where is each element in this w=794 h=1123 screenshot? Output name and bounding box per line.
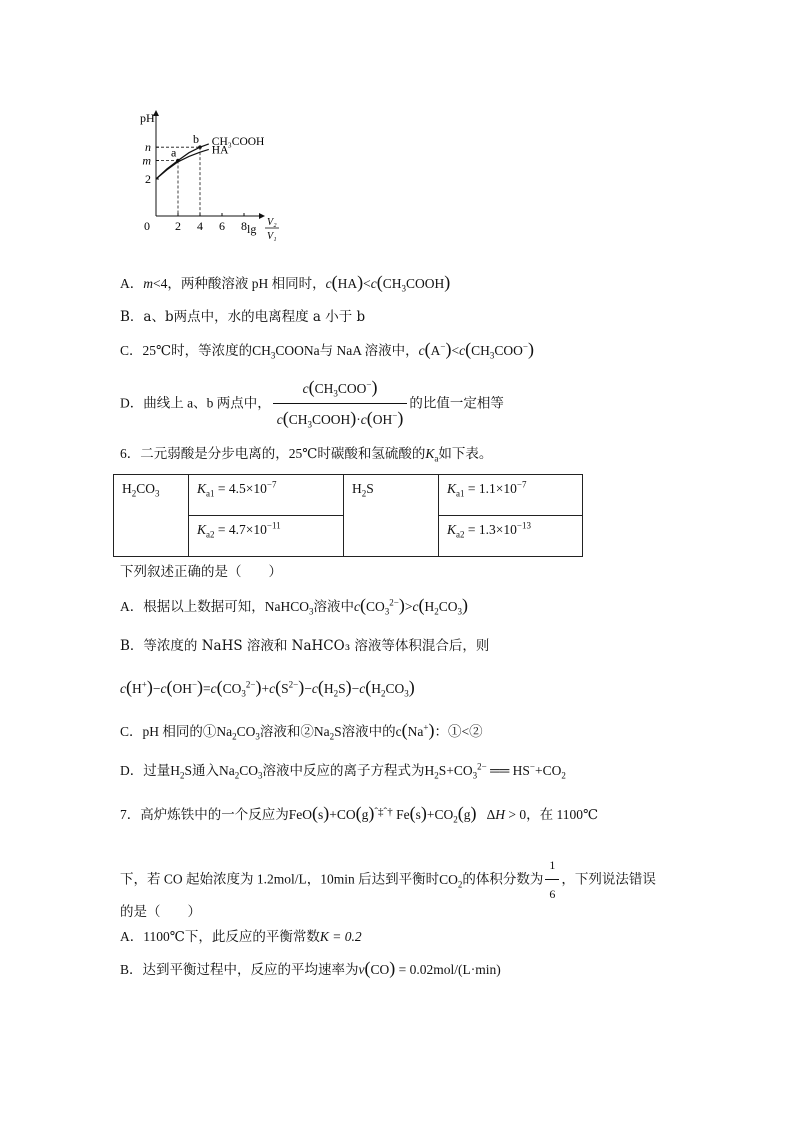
q5-option-d: D．曲线上 a、b 两点中， $\frac{c(CH_3COO^-)}{c(CH_3COOH)\cdot c(OH^-)}$ 的比值一定相等 bbox=[120, 375, 504, 432]
q5-option-b: B．a、b两点中，水的电离程度 a 小于 b bbox=[120, 309, 366, 325]
y-tick-label: 2 bbox=[145, 172, 151, 186]
chart-axes bbox=[153, 110, 265, 219]
q6-option-d: D．过量$H_2S$通入$Na_2CO_3$溶液中反应的离子方程式为$H_2S+CO_3^{2-}$ ══ $HS^-+CO_2$ bbox=[120, 761, 566, 781]
series-line-ha bbox=[156, 149, 209, 179]
x-tick-label: 0 bbox=[144, 219, 150, 233]
ka-table bbox=[113, 474, 583, 557]
x-axis-label bbox=[247, 217, 279, 242]
y-tick-label: m bbox=[142, 153, 151, 168]
h2co3-ka2-cell: $K_{a2} = 4.7\times 10^{-11}$ bbox=[189, 516, 344, 557]
q7-stem-line1: 7．高炉炼铁中的一个反应为$FeO(s)+CO(g)^{ˆ\ddagger ˆ\dagger}$ $Fe(s)+CO_2(g) \Delta H > 0$，在 1100℃ bbox=[120, 803, 599, 825]
q6-stem: 6．二元弱酸是分步电离的，25℃时碳酸和氢硫酸的$K_a$如下表。 bbox=[120, 446, 493, 464]
y-axis-label: pH bbox=[140, 111, 155, 125]
equilibrium-arrow-icon: ˆ‡ˆ† bbox=[374, 806, 393, 818]
q6-option-c: C．pH 相同的$①Na_2CO_3$溶液和$②Na_2S$溶液中的c(Na+)：①<② bbox=[120, 720, 483, 742]
ratio-fraction: $\frac{c(CH_3COO^-)}{c(CH_3COOH)\cdot c(OH^-)}$ bbox=[273, 375, 408, 432]
point-label-b: b bbox=[193, 132, 199, 147]
h2s-cell: $H_2S$ bbox=[344, 475, 439, 557]
q7-stem-line2: 下，若 CO 起始浓度为 1.2mol/L，10min 后达到平衡时$CO_2$的体积分数为 $\frac{1}{6}$ ，下列说法错误 bbox=[120, 853, 656, 906]
q6-option-a: A．根据以上数据可知，NaHCO$_3$溶液中$c(CO_3^{2-})>c(H_2CO_3)$ bbox=[120, 595, 468, 617]
x-axis-label-lg: lg bbox=[247, 222, 257, 236]
x-axis-arrow-icon bbox=[259, 213, 265, 219]
h2co3-ka1-cell: $K_{a1} = 4.5\times 10^{-7}$ bbox=[189, 475, 344, 516]
chart-series bbox=[156, 144, 209, 179]
h2co3-cell: $H_2CO_3$ bbox=[114, 475, 189, 557]
x-tick-label: 2 bbox=[175, 219, 181, 233]
y-tick-label: n bbox=[145, 140, 151, 155]
chart-labels bbox=[140, 111, 279, 242]
q6-ask: 下列叙述正确的是（ ） bbox=[120, 564, 282, 580]
h2s-ka2-cell: $K_{a2} = 1.3\times 10^{-13}$ bbox=[439, 516, 583, 557]
q7-option-a: A．1100℃下，此反应的平衡常数K = 0.2 bbox=[120, 929, 362, 944]
ph-dilution-chart bbox=[140, 108, 290, 248]
q5-option-a: A．m<4，两种酸溶液 pH 相同时，$c(HA)<c(CH_3COOH)$ bbox=[120, 272, 451, 294]
point-label-a: a bbox=[171, 145, 177, 160]
h2s-ka1-cell: $K_{a1} = 1.1\times 10^{-7}$ bbox=[439, 475, 583, 516]
q7-stem-line3: 的是（ ） bbox=[120, 904, 201, 920]
point-a bbox=[176, 159, 180, 163]
series-label-ch3cooh: CH₃COOH bbox=[211, 135, 265, 148]
x-tick-label: 8 bbox=[241, 219, 247, 233]
x-axis-label-numerator: V₂ bbox=[267, 217, 277, 228]
q6-option-b: B．等浓度的 NaHS 溶液和 NaHCO₃ 溶液等体积混合后，则 bbox=[120, 638, 490, 654]
q5-option-c: C．25℃时，等浓度的$CH_3COONa$与 NaA 溶液中，$c(A^-)<c(CH_3COO^-)$ bbox=[120, 339, 534, 361]
q6-option-b-equation: $c(H^+)-c(OH^-)=c(CO_3^{2-})+c(S^{2-})-c(H_2S)-c(H_2CO_3)$ bbox=[120, 677, 415, 699]
series-label-ha: HA bbox=[211, 144, 229, 157]
x-tick-label: 4 bbox=[197, 219, 203, 233]
x-axis-label-denominator: V₁ bbox=[267, 231, 277, 242]
series-line-ch3cooh bbox=[156, 144, 209, 179]
q7-option-b: B．达到平衡过程中，反应的平均速率为v(CO) = 0.02mol/(L·min) bbox=[120, 958, 501, 978]
one-sixth-fraction: $\frac{1}{6}$ bbox=[545, 853, 559, 906]
x-tick-label: 6 bbox=[219, 219, 225, 233]
